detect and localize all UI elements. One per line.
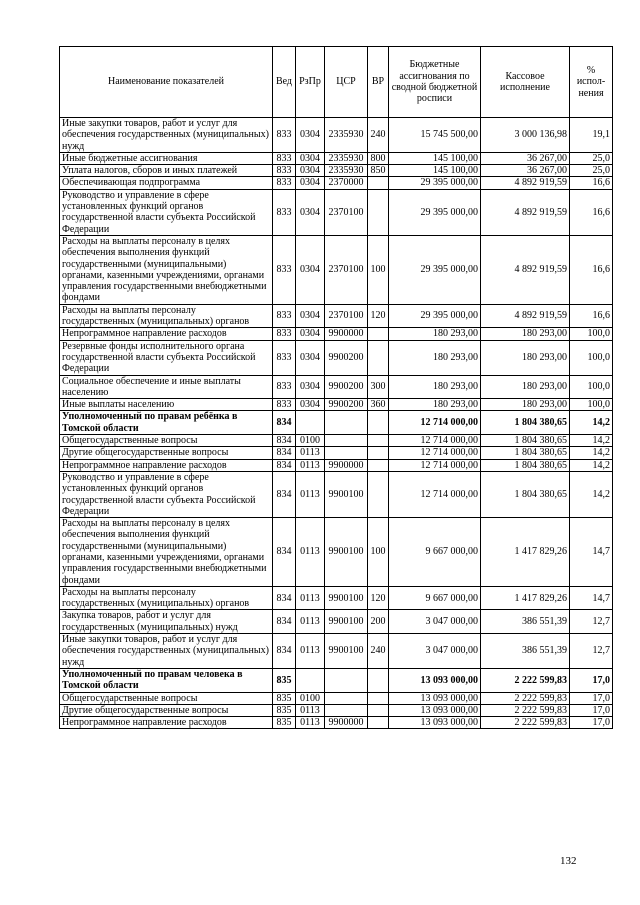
cell-vr — [368, 328, 389, 340]
cell-percent: 14,2 — [570, 435, 613, 447]
cell-cash: 1 417 829,26 — [481, 586, 570, 610]
cell-percent: 14,7 — [570, 586, 613, 610]
cell-cash: 3 000 136,98 — [481, 118, 570, 153]
cell-name: Иные закупки товаров, работ и услуг для обеспечения государственных (муниципальных) нужд — [60, 634, 273, 669]
cell-budget: 145 100,00 — [389, 165, 481, 177]
cell-rzpr: 0113 — [296, 459, 325, 471]
cell-vr — [368, 471, 389, 517]
cell-csr: 2335930 — [325, 152, 368, 164]
table-row — [60, 435, 613, 447]
cell-percent: 14,2 — [570, 411, 613, 435]
cell-name: Иные закупки товаров, работ и услуг для обеспечения государственных (муниципальных) нужд — [60, 118, 273, 153]
cell-cash: 1 804 380,65 — [481, 447, 570, 459]
cell-budget: 13 093 000,00 — [389, 668, 481, 692]
cell-name: Непрограммное направление расходов — [60, 717, 273, 729]
cell-budget: 145 100,00 — [389, 152, 481, 164]
cell-ved: 834 — [273, 471, 296, 517]
cell-vr: 100 — [368, 235, 389, 304]
cell-rzpr: 0304 — [296, 118, 325, 153]
cell-percent: 16,6 — [570, 189, 613, 235]
header-csr: ЦСР — [325, 47, 368, 118]
cell-percent: 100,0 — [570, 375, 613, 399]
table-row — [60, 118, 613, 153]
cell-name: Другие общегосударственные вопросы — [60, 447, 273, 459]
cell-rzpr: 0304 — [296, 304, 325, 328]
cell-cash: 180 293,00 — [481, 375, 570, 399]
cell-vr: 240 — [368, 634, 389, 669]
cell-vr — [368, 459, 389, 471]
cell-name: Социальное обеспечение и иные выплаты населению — [60, 375, 273, 399]
cell-ved: 833 — [273, 165, 296, 177]
cell-name: Уполномоченный по правам ребёнка в Томской области — [60, 411, 273, 435]
page-number: 132 — [560, 855, 577, 867]
header-vr: ВР — [368, 47, 389, 118]
table-row — [60, 447, 613, 459]
cell-csr: 2370100 — [325, 304, 368, 328]
cell-cash: 180 293,00 — [481, 340, 570, 375]
cell-percent: 16,6 — [570, 235, 613, 304]
cell-ved: 833 — [273, 235, 296, 304]
header-percent: % испол-нения — [570, 47, 613, 118]
cell-budget: 3 047 000,00 — [389, 634, 481, 669]
cell-csr: 9900000 — [325, 717, 368, 729]
table-row — [60, 586, 613, 610]
cell-percent: 17,0 — [570, 668, 613, 692]
cell-vr — [368, 668, 389, 692]
cell-rzpr: 0113 — [296, 634, 325, 669]
cell-cash: 2 222 599,83 — [481, 692, 570, 704]
cell-cash: 1 417 829,26 — [481, 518, 570, 587]
cell-csr: 9900200 — [325, 375, 368, 399]
cell-percent: 12,7 — [570, 610, 613, 634]
cell-name: Другие общегосударственные вопросы — [60, 704, 273, 716]
cell-csr — [325, 447, 368, 459]
cell-name: Руководство и управление в сфере установленных функций органов государственной власти субъекта Российской Федерации — [60, 189, 273, 235]
header-cash: Кассовое исполнение — [481, 47, 570, 118]
header-rzpr: РзПр — [296, 47, 325, 118]
cell-vr — [368, 189, 389, 235]
cell-csr: 9900000 — [325, 328, 368, 340]
cell-vr — [368, 340, 389, 375]
cell-csr — [325, 411, 368, 435]
table-row — [60, 471, 613, 517]
cell-percent: 25,0 — [570, 152, 613, 164]
cell-csr: 2370000 — [325, 177, 368, 189]
cell-budget: 180 293,00 — [389, 328, 481, 340]
cell-percent: 16,6 — [570, 304, 613, 328]
cell-rzpr: 0304 — [296, 399, 325, 411]
cell-csr — [325, 692, 368, 704]
cell-budget: 12 714 000,00 — [389, 471, 481, 517]
table-row — [60, 668, 613, 692]
cell-percent: 100,0 — [570, 399, 613, 411]
table-row — [60, 518, 613, 587]
cell-cash: 4 892 919,59 — [481, 304, 570, 328]
cell-budget: 15 745 500,00 — [389, 118, 481, 153]
budget-table — [59, 46, 613, 729]
cell-ved: 835 — [273, 692, 296, 704]
cell-ved: 833 — [273, 177, 296, 189]
cell-name: Резервные фонды исполнительного органа государственной власти субъекта Российской Федерации — [60, 340, 273, 375]
cell-cash: 2 222 599,83 — [481, 704, 570, 716]
cell-csr: 2335930 — [325, 165, 368, 177]
cell-vr: 120 — [368, 304, 389, 328]
cell-rzpr — [296, 668, 325, 692]
cell-budget: 12 714 000,00 — [389, 459, 481, 471]
cell-name: Расходы на выплаты персоналу в целях обеспечения выполнения функций государственными (муниципальными) органами, казенными учреждениями, органами управления государственными внебюджетными фондами — [60, 518, 273, 587]
cell-cash: 2 222 599,83 — [481, 668, 570, 692]
table-row — [60, 177, 613, 189]
cell-vr — [368, 704, 389, 716]
cell-ved: 835 — [273, 668, 296, 692]
cell-percent: 19,1 — [570, 118, 613, 153]
cell-csr: 2370100 — [325, 235, 368, 304]
cell-cash: 4 892 919,59 — [481, 189, 570, 235]
cell-vr: 850 — [368, 165, 389, 177]
cell-percent: 16,6 — [570, 177, 613, 189]
cell-cash: 386 551,39 — [481, 610, 570, 634]
cell-vr — [368, 692, 389, 704]
cell-csr — [325, 704, 368, 716]
cell-budget: 180 293,00 — [389, 399, 481, 411]
cell-ved: 834 — [273, 610, 296, 634]
cell-budget: 13 093 000,00 — [389, 704, 481, 716]
table-row — [60, 634, 613, 669]
cell-rzpr — [296, 411, 325, 435]
cell-rzpr: 0100 — [296, 435, 325, 447]
cell-cash: 180 293,00 — [481, 328, 570, 340]
cell-csr: 2370100 — [325, 189, 368, 235]
cell-name: Общегосударственные вопросы — [60, 435, 273, 447]
cell-ved: 833 — [273, 152, 296, 164]
cell-budget: 180 293,00 — [389, 340, 481, 375]
cell-percent: 100,0 — [570, 328, 613, 340]
cell-ved: 834 — [273, 411, 296, 435]
cell-name: Уполномоченный по правам человека в Томской области — [60, 668, 273, 692]
cell-rzpr: 0304 — [296, 375, 325, 399]
cell-cash: 4 892 919,59 — [481, 177, 570, 189]
cell-csr: 9900100 — [325, 518, 368, 587]
cell-cash: 1 804 380,65 — [481, 435, 570, 447]
cell-ved: 834 — [273, 518, 296, 587]
cell-rzpr: 0304 — [296, 152, 325, 164]
cell-rzpr: 0113 — [296, 717, 325, 729]
cell-name: Закупка товаров, работ и услуг для государственных (муниципальных) нужд — [60, 610, 273, 634]
table-row — [60, 152, 613, 164]
header-name: Наименование показателей — [60, 47, 273, 118]
table-row — [60, 340, 613, 375]
cell-csr: 9900000 — [325, 459, 368, 471]
cell-percent: 17,0 — [570, 704, 613, 716]
cell-cash: 36 267,00 — [481, 152, 570, 164]
cell-percent: 14,2 — [570, 447, 613, 459]
cell-percent: 14,7 — [570, 518, 613, 587]
cell-budget: 12 714 000,00 — [389, 447, 481, 459]
cell-rzpr: 0304 — [296, 177, 325, 189]
cell-csr — [325, 668, 368, 692]
cell-percent: 25,0 — [570, 165, 613, 177]
header-budget: Бюджетные ассигнования по сводной бюджетной росписи — [389, 47, 481, 118]
cell-ved: 835 — [273, 717, 296, 729]
table-row — [60, 189, 613, 235]
cell-cash: 4 892 919,59 — [481, 235, 570, 304]
table-row — [60, 717, 613, 729]
cell-percent: 17,0 — [570, 717, 613, 729]
cell-vr: 300 — [368, 375, 389, 399]
table-row — [60, 235, 613, 304]
cell-name: Непрограммное направление расходов — [60, 459, 273, 471]
cell-vr — [368, 717, 389, 729]
cell-percent: 14,2 — [570, 459, 613, 471]
cell-rzpr: 0304 — [296, 189, 325, 235]
cell-budget: 13 093 000,00 — [389, 692, 481, 704]
cell-name: Уплата налогов, сборов и иных платежей — [60, 165, 273, 177]
cell-vr — [368, 411, 389, 435]
cell-cash: 36 267,00 — [481, 165, 570, 177]
cell-cash: 1 804 380,65 — [481, 411, 570, 435]
cell-vr — [368, 435, 389, 447]
cell-name: Иные бюджетные ассигнования — [60, 152, 273, 164]
table-row — [60, 399, 613, 411]
cell-ved: 833 — [273, 328, 296, 340]
cell-budget: 180 293,00 — [389, 375, 481, 399]
cell-rzpr: 0304 — [296, 340, 325, 375]
table-row — [60, 692, 613, 704]
cell-name: Общегосударственные вопросы — [60, 692, 273, 704]
cell-vr: 240 — [368, 118, 389, 153]
cell-name: Расходы на выплаты персоналу государственных (муниципальных) органов — [60, 304, 273, 328]
cell-ved: 834 — [273, 586, 296, 610]
table-row — [60, 411, 613, 435]
cell-cash: 386 551,39 — [481, 634, 570, 669]
cell-budget: 12 714 000,00 — [389, 411, 481, 435]
cell-budget: 3 047 000,00 — [389, 610, 481, 634]
cell-csr: 9900100 — [325, 610, 368, 634]
cell-name: Иные выплаты населению — [60, 399, 273, 411]
cell-vr: 120 — [368, 586, 389, 610]
table-row — [60, 704, 613, 716]
cell-ved: 833 — [273, 304, 296, 328]
cell-rzpr: 0100 — [296, 692, 325, 704]
table-row — [60, 375, 613, 399]
cell-name: Расходы на выплаты персоналу в целях обеспечения выполнения функций государственными (муниципальными) органами, казенными учреждениями, органами управления государственными внебюджетными фондами — [60, 235, 273, 304]
cell-vr — [368, 177, 389, 189]
cell-csr: 9900200 — [325, 399, 368, 411]
cell-ved: 833 — [273, 340, 296, 375]
cell-percent: 12,7 — [570, 634, 613, 669]
cell-budget: 12 714 000,00 — [389, 435, 481, 447]
cell-ved: 834 — [273, 435, 296, 447]
table-row — [60, 328, 613, 340]
cell-rzpr: 0113 — [296, 610, 325, 634]
cell-csr: 9900100 — [325, 471, 368, 517]
cell-budget: 29 395 000,00 — [389, 304, 481, 328]
cell-vr: 200 — [368, 610, 389, 634]
cell-rzpr: 0113 — [296, 704, 325, 716]
cell-ved: 833 — [273, 189, 296, 235]
cell-rzpr: 0113 — [296, 586, 325, 610]
cell-csr: 2335930 — [325, 118, 368, 153]
cell-budget: 13 093 000,00 — [389, 717, 481, 729]
cell-cash: 1 804 380,65 — [481, 471, 570, 517]
header-ved: Вед — [273, 47, 296, 118]
cell-csr: 9900100 — [325, 586, 368, 610]
cell-budget: 29 395 000,00 — [389, 189, 481, 235]
cell-ved: 834 — [273, 634, 296, 669]
cell-percent: 100,0 — [570, 340, 613, 375]
table-row — [60, 610, 613, 634]
table-body — [60, 118, 613, 729]
cell-csr: 9900100 — [325, 634, 368, 669]
cell-csr — [325, 435, 368, 447]
cell-ved: 833 — [273, 399, 296, 411]
cell-vr: 360 — [368, 399, 389, 411]
cell-budget: 29 395 000,00 — [389, 177, 481, 189]
cell-rzpr: 0113 — [296, 518, 325, 587]
cell-ved: 834 — [273, 459, 296, 471]
cell-percent: 17,0 — [570, 692, 613, 704]
cell-budget: 29 395 000,00 — [389, 235, 481, 304]
cell-name: Расходы на выплаты персоналу государственных (муниципальных) органов — [60, 586, 273, 610]
cell-name: Обеспечивающая подпрограмма — [60, 177, 273, 189]
cell-cash: 180 293,00 — [481, 399, 570, 411]
cell-budget: 9 667 000,00 — [389, 518, 481, 587]
cell-vr: 100 — [368, 518, 389, 587]
cell-vr — [368, 447, 389, 459]
cell-cash: 1 804 380,65 — [481, 459, 570, 471]
cell-ved: 835 — [273, 704, 296, 716]
cell-vr: 800 — [368, 152, 389, 164]
cell-name: Непрограммное направление расходов — [60, 328, 273, 340]
cell-budget: 9 667 000,00 — [389, 586, 481, 610]
cell-rzpr: 0304 — [296, 235, 325, 304]
cell-ved: 833 — [273, 118, 296, 153]
cell-rzpr: 0304 — [296, 328, 325, 340]
table-row — [60, 304, 613, 328]
cell-rzpr: 0113 — [296, 447, 325, 459]
header-row — [60, 47, 613, 118]
cell-ved: 834 — [273, 447, 296, 459]
cell-ved: 833 — [273, 375, 296, 399]
table-row — [60, 165, 613, 177]
cell-rzpr: 0113 — [296, 471, 325, 517]
table-row — [60, 459, 613, 471]
cell-cash: 2 222 599,83 — [481, 717, 570, 729]
cell-percent: 14,2 — [570, 471, 613, 517]
cell-csr: 9900200 — [325, 340, 368, 375]
cell-rzpr: 0304 — [296, 165, 325, 177]
cell-name: Руководство и управление в сфере установленных функций органов государственной власти субъекта Российской Федерации — [60, 471, 273, 517]
